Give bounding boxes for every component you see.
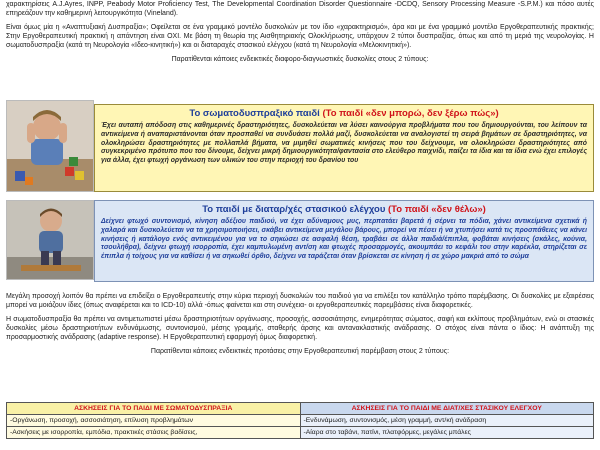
interventions-intro: Παρατίθενται κάποιες ενδεικτικές προτάσεις στην Εργοθεραπευτική παρέμβαση στους 2 τύπους: (150, 348, 450, 355)
intervention-paragraph: Η σωματοδυσπραξία θα πρέπει να αντιμετωπιστεί μέσω δραστηριοτήτων οργάνωσης, προσοχής, ασσοσιάτησης, ενημερότητας σώματος, σαφή και εκλίπους προβλημάτων, ενώ οι στασικές δυσκολίες μέσω δραστηριοτήτων ενδυνάμωσης, συντονισμού, μέσης γραμμής, σταθερής άρσης και αντανακλαστικής ανάδρασης. Ο στόχος είναι πάντα ο ίδιος: Η ανάπτυξη της προσαρμοστικής ανάδρασης (adaptive response). Η Εργοθεραπευτική εφαρμογή όμως διαφορετική. (6, 316, 594, 341)
postural-control-panel (94, 200, 594, 282)
child-frustrated-illustration (7, 101, 94, 192)
somatodyspraxia-panel (94, 104, 594, 192)
postural-control-description: Δείχνει φτωχό συντονισμό, κίνηση αδέξιου παιδιού, να έχει αδύναμους μυς, περπατάει βαρετά ή σέρνει τα πόδια, χάνει αντικείμενα σχετικά ή χαλαρά και δυσκολεύεται να τα χρησιμοποιήσει, σκάβει αντικείμενα μεγάλου βάρους, μπορεί να πέσει ή να χτυπήσει κατά τις προσπάθειες να κάνει κινήσεις ή κατάλογο ενός αντικειμένου για να το σηκώσει σε ασφαλή θέση, τραβάει σε άλλα παιδιά/έπιπλα, φοβάται κινήσεις (σκάλες, κούνια, τσουλήθρα), δείχνει φτωχή ισορροπία, έχει καμπυλωμένη αντ/ση και φτωχές προσαρμογές, ακουμπάει το κεφάλι του στην καρέκλα, στηρίζεται σε έπιπλα ή τοίχους για να καθίσει ή να σηκωθεί όρθιο, δείχνει να ταράζεται όταν βρίσκεται σε κίνηση ή σε χώρο μακριά από το σώμα (101, 218, 587, 261)
intro-section (6, 0, 594, 69)
somatodyspraxia-title-quote: (Το παιδί «δεν μπορώ, δεν ξέρω πώς») (322, 108, 499, 119)
somatodyspraxia-exercise-item: -Οργάνωση, προσοχή, ασσοσιάτηση, επίλυση προβλημάτων (7, 415, 301, 427)
child-balance-photo (6, 200, 94, 280)
postural-control-title (95, 204, 593, 216)
somatodyspraxia-title-main: Το σωματοδυσπραξικό παιδί (189, 108, 320, 119)
somatodyspraxia-description: Έχει αυταπή απόδοση στις καθημερινές δραστηριότητες, δυσκολεύεται να λύσει καινούργια προβλήματα που του δημιουργούνται, του λείπουν τα αντικείμενα ή αναπαριστάνονται όταν προσπαθεί να συνδυάσει πολλά μαζί, δυσκολεύεται να αναλογιστεί τη σειρά βημάτων σε δραστηριότητες, να ολοκληρώσει δραστηριότητες με πολλαπλά βήματα, να μιμηθεί σωματικές κινήσεις που του δείχνουμε, να ολοκληρώσει δραστηριότητες από συγκεκριμένο πρότυπο που του δίνουμε, δείχνει μικρή δημιουργικότητα/φαντασία στο ελεύθερο παιχνίδι, παίζει τα ίδια και τα ίδια ενώ έχει επιλογές για άλλα, έχει φτωχή οργάνωση των υλικών του στην περιοχή του δρανίου του (101, 122, 587, 165)
exercises-table (6, 402, 594, 439)
types-intro: Παρατίθενται κάποιες ενδεικτικές διαφορο-διαγνωστικές δυσκολίες στους 2 τύπους: (171, 56, 429, 63)
somatodyspraxia-exercise-item: -Ασκήσεις με ισορροπία, εμπόδια, πρακτικές στάσεις βαδίσεις, (7, 427, 301, 439)
intervention-section (6, 292, 594, 361)
child-frustrated-photo (6, 100, 94, 192)
assessment-caution-paragraph: Μεγάλη προσοχή λοιπόν θα πρέπει να επιδείξει ο Εργοθεραπευτής στην κύρια περιοχή δυσκολιών του παιδιού για να επιλέξει τον κατάλληλο τρόπο παρέμβασης. Οι δυσκολίες με εξαιρέσεις μπορεί να μοιάζουν ίδιες (όπως αναφέρεται και το ICD-10) αλλά -όπως φαίνεται και στη συνέχεια- οι εργοθεραπευτικές παρεμβάσεις είναι διαφορετικές. (6, 293, 594, 309)
postural-control-title-quote: (Το παιδί «δεν θέλω») (388, 204, 486, 215)
postural-control-title-main: Το παιδί με διαταρ/χές στασικού ελέγχου (202, 204, 386, 215)
somatodyspraxia-title (95, 108, 593, 120)
somatodyspraxia-exercises-header: ΑΣΚΗΣΕΙΣ ΓΙΑ ΤΟ ΠΑΙΔΙ ΜΕ ΣΩΜΑΤΟΔΥΣΠΡΑΞΙΑ (7, 403, 301, 415)
assessment-line: χαρακτηρίσεις A.J.Ayres, INPP, Peabody Motor Proficiency Test, The Developmental Coordination Disorder Questionnaire -DCDQ, Sensory Processing Measure -S.P.M.) και πόσο αυτές επηρεάζουν την καθημερινή λειτουργικότητα (Vineland). (6, 1, 594, 17)
praxis-paragraph: Είναι όμως μία η «Αναπτυξιακή Δυσπραξία»; Οφείλεται σε ένα γραμμικό μοντέλο δυσκολιών με τον ίδιο «χαρακτηρισμό», άρα και με ένα γραμμικό μοντέλο Εργοθεραπευτικής πρακτικής; Στην Εργοθεραπευτική πρακτική η απάντηση είναι ΟΧΙ. Με βάση τη θεωρία της Αισθητηριακής Ολοκλήρωσης, υπάρχουν 2 τύποι δυσπραξίας, όπως και από τη μεριά της νευρολογίας. Η σωματοδυσπραξία (κατά τη Νευρολογία «Ιδεο-κινητική») και οι διαταραχές στασικού ελέγχου (κατά τη Νευρολογία «Μελοκινητική»). (6, 24, 594, 49)
exercises-table-header-row (7, 403, 594, 415)
postural-exercise-item: -Αίαρα στο ταβάνι, πατίνι, πλατφόρμες, μεγάλες μπάλες (300, 427, 594, 439)
table-row (7, 427, 594, 439)
postural-exercises-header: ΑΣΚΗΣΕΙΣ ΓΙΑ ΤΟ ΠΑΙΔΙ ΜΕ ΔΙΑΤ/ΧΕΣ ΣΤΑΣΙΚΟΥ ΕΛΕΓΧΟΥ (300, 403, 594, 415)
child-balance-illustration (7, 201, 94, 280)
table-row (7, 415, 594, 427)
postural-exercise-item: -Ενδυνάμωση, συντονισμός, μέση γραμμή, αντ/κή ανάδραση (300, 415, 594, 427)
